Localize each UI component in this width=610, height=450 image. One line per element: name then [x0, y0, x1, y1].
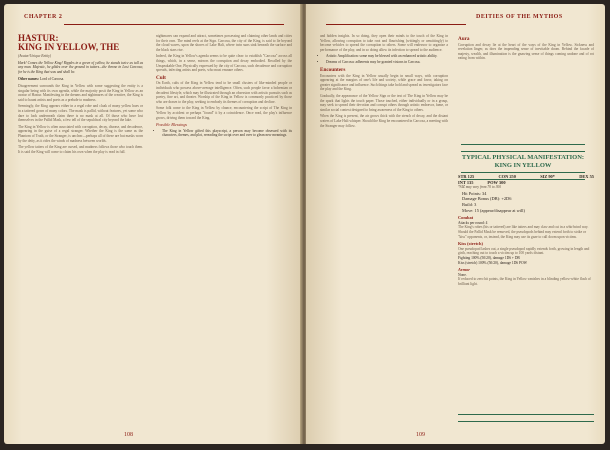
running-head-left	[24, 14, 284, 26]
build: Build: 3	[462, 201, 477, 207]
right-column-1: and hidden insights. In so doing, they open their minds to the touch of the King in Yellow, allowing corruption to take root and flourishing (wittingly or unwittingly) to become vehicles to spread the corruption to others. Some will endeavor to organize a performance of the play, and in so doing allow its infection to spread to the audience. • Artistic Amplification: some may be blessed with an enhanced artistic ability. • Dreams of Carcosa: adherents may be granted visions in Carcosa. Encounters Encounters with the King in Yellow usually begin in small ways, with corruption appearing at the margins of one's life and society, while grace and favor, taking on greater significance and influence. Such things take hold and spread as investigators face the play and the King. Gradually, the appearance of the Yellow Sign or the text of The King in Yellow may be the spark that lights the touch paper. Those touched, either individually or in a group, may seek to spread their devotion and corrupt others through artistic endeavor, fame, or similar social context designed to bring awareness of the King to others. When the King is present, the air grows thick with the stench of decay, and the distant waters of Lake Hali whisper. Should the King be encountered in Carcosa, a meeting with the Stranger may follow.	[320, 34, 448, 130]
combat-heading: Combat	[458, 215, 474, 221]
left-column-2: nightmares can expand and attract, sometimes possessing and claiming other lands and cities for their own. The mind reels at the Sign. Carcosa, the city of the King, is said to lie beyond the cloud waves, upon the shores of Lake Hali, where twin suns sink beneath the surface and the black stars rise. Indeed, the King in Yellow's agenda seems to be quite clear: to establish "Carcosa" across all things, which, in a sense, mirrors the corruption and decay embodied. Recalled by the Unspeakable One, Physically expressed by the city of Carcosa, such decadence and corruption spreads, infecting artists and poets, who must ensnare others. Cult On Earth, cults of the King in Yellow tend to be small clusters of like-minded people or individuals who possess above-average intelligence. Often, such people favor a bohemian or decadent lifestyle, which may be illustrated through an obsession with artistic pursuits such as poetry, fine art, and theater. Worship of the King in Yellow is commonly practiced by those who are drawn to the play, seeking to embody its themes of corruption and decline. Some folk come to the King in Yellow by chance, encountering the script of The King in Yellow by accident or perhaps "found" it by a coincidence. Once read, the play's influence grows, driving them toward the King. Possible Blessings • The King in Yellow gifted this playscript, a person may become obsessed with its characters, themes, and plot, rereading the script over and over to glean new meanings.	[156, 34, 292, 139]
stat-row: STR 125 CON 250 SIZ 90* DEX 55	[458, 174, 594, 179]
right-page	[306, 4, 605, 444]
manifestation-title: TYPICAL PHYSICAL MANIFESTATION: KING IN YELLOW	[461, 154, 585, 169]
armor-note: None.	[458, 272, 467, 277]
right-column-2: Aura Corruption and decay lie at the heart of the ways of the King in Yellow. Sickness and revelation linger, as does the impending sense of inevitable doom. Behind the facade of majesty, wealth, and illumination is the gnawing sense of things coming undone and of rot eating from within.	[458, 36, 594, 61]
list-item: • Artistic Amplification: some may be blessed with an enhanced artistic ability.	[326, 54, 448, 59]
entity-type: (Avatar/Unique Entity)	[18, 54, 52, 58]
stat-row: INT 135 POW 300	[458, 179, 506, 185]
size-note: *SIZ may vary from 70 to 300	[458, 185, 501, 190]
running-head-right	[326, 14, 586, 26]
aura-heading: Aura	[458, 36, 470, 42]
encounters-heading: Encounters	[320, 67, 346, 74]
entity-title: HASTUR: KING IN YELLOW, THE	[18, 33, 120, 52]
move: Move: 15 (appear/disappear at will)	[462, 207, 525, 213]
chapter-label: CHAPTER 2	[24, 14, 63, 20]
armor-heading: Armor	[458, 267, 470, 273]
king-attack-heading: Kiss (stretch)	[458, 241, 483, 247]
cult-heading: Cult	[156, 74, 166, 81]
section-label: DEITIES OF THE MYTHOS	[476, 14, 563, 20]
page-number-left: 108	[124, 432, 133, 438]
hit-points: Hit Points: 34	[462, 190, 487, 196]
fighting-line: Fighting 100% (50/20), damage 1D6 + DB	[458, 255, 520, 260]
left-column-1: HASTUR: KING IN YELLOW, THE (Avatar/Unique Entity) Hark! Comes the Yellow King! Ripples in a green of yellow, he stands twice as tall as any man. Majestic, he glides over the ground in tatters—the throne in Lost Carcosa; for he is the King that was and shall be. Other names: Lord of Carcosa. Disagreement surrounds the King in Yellow with some suggesting the entity is a singular being with its own agenda, while the majority posit the King in Yellow as an avatar of Hastur. Manifesting in the dreams and nightmares of the creative, the King is said to haunt artists and poets as a prelude to madness. Seemingly, the King appears either in a regal robe and cloak of many yellow hues or in a tattered gown of many colors. The mask is pallid, without features, yet some who dare to look underneath claim there is no mask at all. Of those who have lost themselves in the Pallid Mask, a few tell of the sepulchral city beyond the lake. The King in Yellow is often associated with corruption, decay, disease, and decadence, appearing in the guise of a regal stranger. Whether the King is the same as the Phantom of Truth, or the Stranger, is unclear—perhaps all of these are but masks worn by the deity, as it rides the winds of madness between worlds. The yellow tatters of the King are cursed, and madness follows those who touch them. It is said the King will come to claim his own when the play is read in full.	[18, 33, 143, 154]
blessings-list	[156, 129, 292, 138]
damage-bonus: Damage Bonus (DB): +2D6	[462, 196, 512, 202]
entity-quote: Hark! Comes the Yellow King! Ripples in a green of yellow, he stands twice as tall as any man. Majestic, he glides over the ground in tatters—the throne in Lost Carcosa; for he is the King that was and shall be.	[18, 60, 143, 74]
possible-blessings-heading: Possible Blessings	[156, 122, 188, 128]
attacks-per-round: Attacks per round: 4	[458, 220, 488, 225]
other-names: Other names: Lord of Carcosa.	[18, 77, 65, 82]
blessing-item: • The King in Yellow gifted this playscript, a person may become obsessed with its characters, themes, and plot, rereading the script over and over to glean new meanings.	[162, 129, 292, 138]
cult-gifts-list	[320, 54, 448, 65]
list-item: • Dreams of Carcosa: adherents may be granted visions in Carcosa.	[326, 60, 448, 65]
ornament-divider-bottom	[458, 414, 594, 422]
kiss-line: Kiss (stretch) 100% (50/20), damage 1D6 POW	[458, 260, 527, 265]
page-number-right: 109	[416, 432, 425, 438]
ornament-divider	[461, 144, 585, 152]
left-page	[4, 4, 302, 444]
stat-block: STR 125 CON 250 SIZ 90* DEX 55 INT 135 POW 300 *SIZ may vary from 70 to 300 Hit Points: 34 Damage Bonus (DB): +2D6 Build: 3 Move: 15 (appear/disappear at will) Combat Attacks per round: 4 The King's robes (his or tattered) are like tatters and may claw and cut in a whirlwind way. Should the Pallid Mask be removed, the pseudopods behind may extend forth to strike or "kiss" opponents, or, instead, the King may use its gaze to call doom upon victims. Kiss (stretch) One pseudopod lashes out, a single pseudopod rapidly extends forth, growing in length and girth, reaching out to touch a victim up to 100 yards distant. Fighting 100% (50/20), damage 1D6 + DB Kiss (stretch) 100% (50/20), damage 1D6 POW Armor None. If reduced to zero hit points, the King in Yellow vanishes in a blinding yellow-white flash of brilliant light.	[458, 174, 594, 286]
